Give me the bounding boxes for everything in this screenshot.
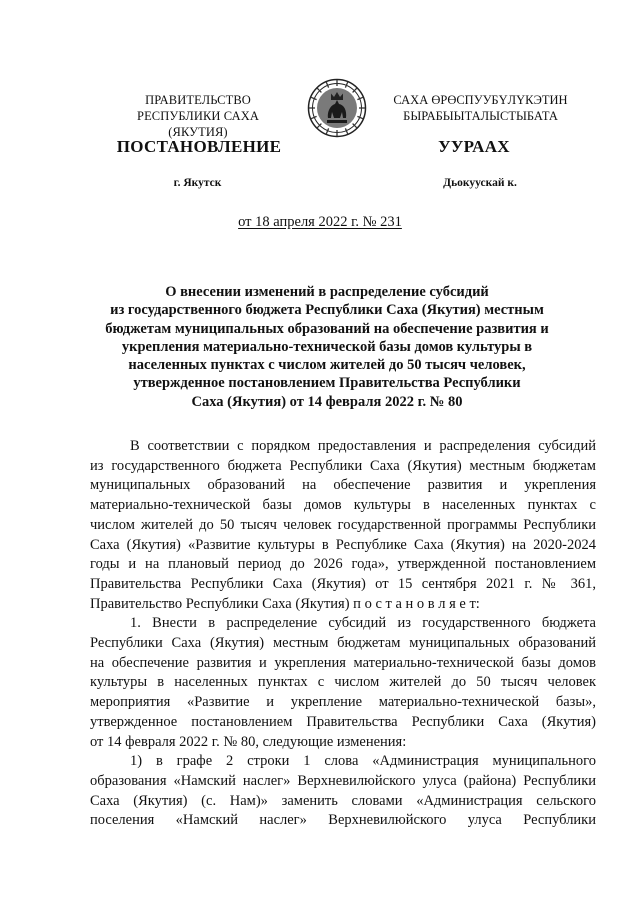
body-line: Саха (Якутия) (с. Нам)» заменить словами «Администрация сельского [90, 792, 596, 809]
subject-line: утвержденное постановлением Правительства Республики [133, 375, 521, 392]
document-body [90, 437, 596, 831]
body-line: культуры в населенных пунктах с числом жителей до 50 тысяч человек [90, 674, 596, 691]
body-line: поселения «Намский наслег» Верхневилюйского улуса Республики [90, 812, 596, 829]
subject-line: укрепления материально-технической базы домов культуры в [121, 338, 533, 355]
body-line: материально-технической базы домов культуры в населенных пунктах с [90, 497, 596, 514]
body-line: В соответствии с порядком предоставления и распределения субсидий [130, 438, 596, 454]
coat-of-arms-icon [307, 78, 367, 138]
body-line: числом жителей до 50 тысяч человек государственной программы Республики [90, 516, 596, 533]
subject-line: населенных пунктах с числом жителей до 50 тысяч человек, [128, 357, 526, 374]
body-line: 1) в графе 2 строки 1 слова «Администрация муниципального [130, 753, 596, 770]
body-line: муниципальных образований на обеспечение развития и укрепления [90, 477, 596, 494]
body-line: годы и на плановый период до 2026 года», утвержденной постановлением [90, 556, 596, 573]
government-name-sakha [393, 92, 568, 124]
government-name-russian [128, 92, 268, 140]
document-type-russian: ПОСТАНОВЛЕНИЕ [116, 137, 282, 156]
government-name-line: ПРАВИТЕЛЬСТВО [145, 93, 251, 107]
document-type-sakha: УУРААХ [438, 137, 510, 156]
subject-line: О внесении изменений в распределение субсидий [165, 284, 489, 300]
body-line: на обеспечение развития и укрепления материально-технической базы домов [90, 654, 596, 671]
body-line: из государственного бюджета Республики Саха (Якутия) местным бюджетам [90, 457, 596, 474]
document-subject [92, 283, 562, 411]
body-line: Республики Саха (Якутия) местным бюджетам муниципальных образований [90, 635, 596, 652]
body-line: 1. Внести в распределение субсидий из государственного бюджета [130, 615, 596, 632]
body-line: Правительства Республики Саха (Якутия) от 15 сентября 2021 г. № 361, [90, 575, 596, 592]
body-line: Правительство Республики Саха (Якутия) п о с т а н о в л я е т: [90, 595, 480, 612]
city-sakha: Дьокуускай к. [443, 177, 517, 189]
subject-line: Саха (Якутия) от 14 февраля 2022 г. № 80 [191, 393, 463, 410]
government-name-line: БЫРАБЫЫТАЛЫСТЫБАТА [403, 109, 558, 123]
government-name-line: САХА ӨРӨСПУУБҮЛҮКЭТИН [393, 93, 568, 107]
city-russian: г. Якутск [173, 177, 222, 189]
document-date-number: от 18 апреля 2022 г. № 231 [238, 214, 402, 230]
subject-line: бюджетам муниципальных образований на обеспечение развития и [105, 320, 549, 337]
body-line: образования «Намский наслег» Верхневилюйского улуса (района) Республики [90, 772, 596, 789]
body-line: утвержденное постановлением Правительства Республики Саха (Якутия) [90, 713, 596, 730]
body-line: Саха (Якутия) «Развитие культуры в Республике Саха (Якутия) на 2020-2024 [90, 536, 596, 553]
body-line: от 14 февраля 2022 г. № 80, следующие изменения: [90, 733, 407, 750]
government-name-line: РЕСПУБЛИКИ САХА (ЯКУТИЯ) [137, 109, 259, 139]
body-line: мероприятия «Развитие и укрепление материально-технической базы», [90, 694, 596, 711]
subject-line: из государственного бюджета Республики Саха (Якутия) местным [110, 302, 544, 319]
